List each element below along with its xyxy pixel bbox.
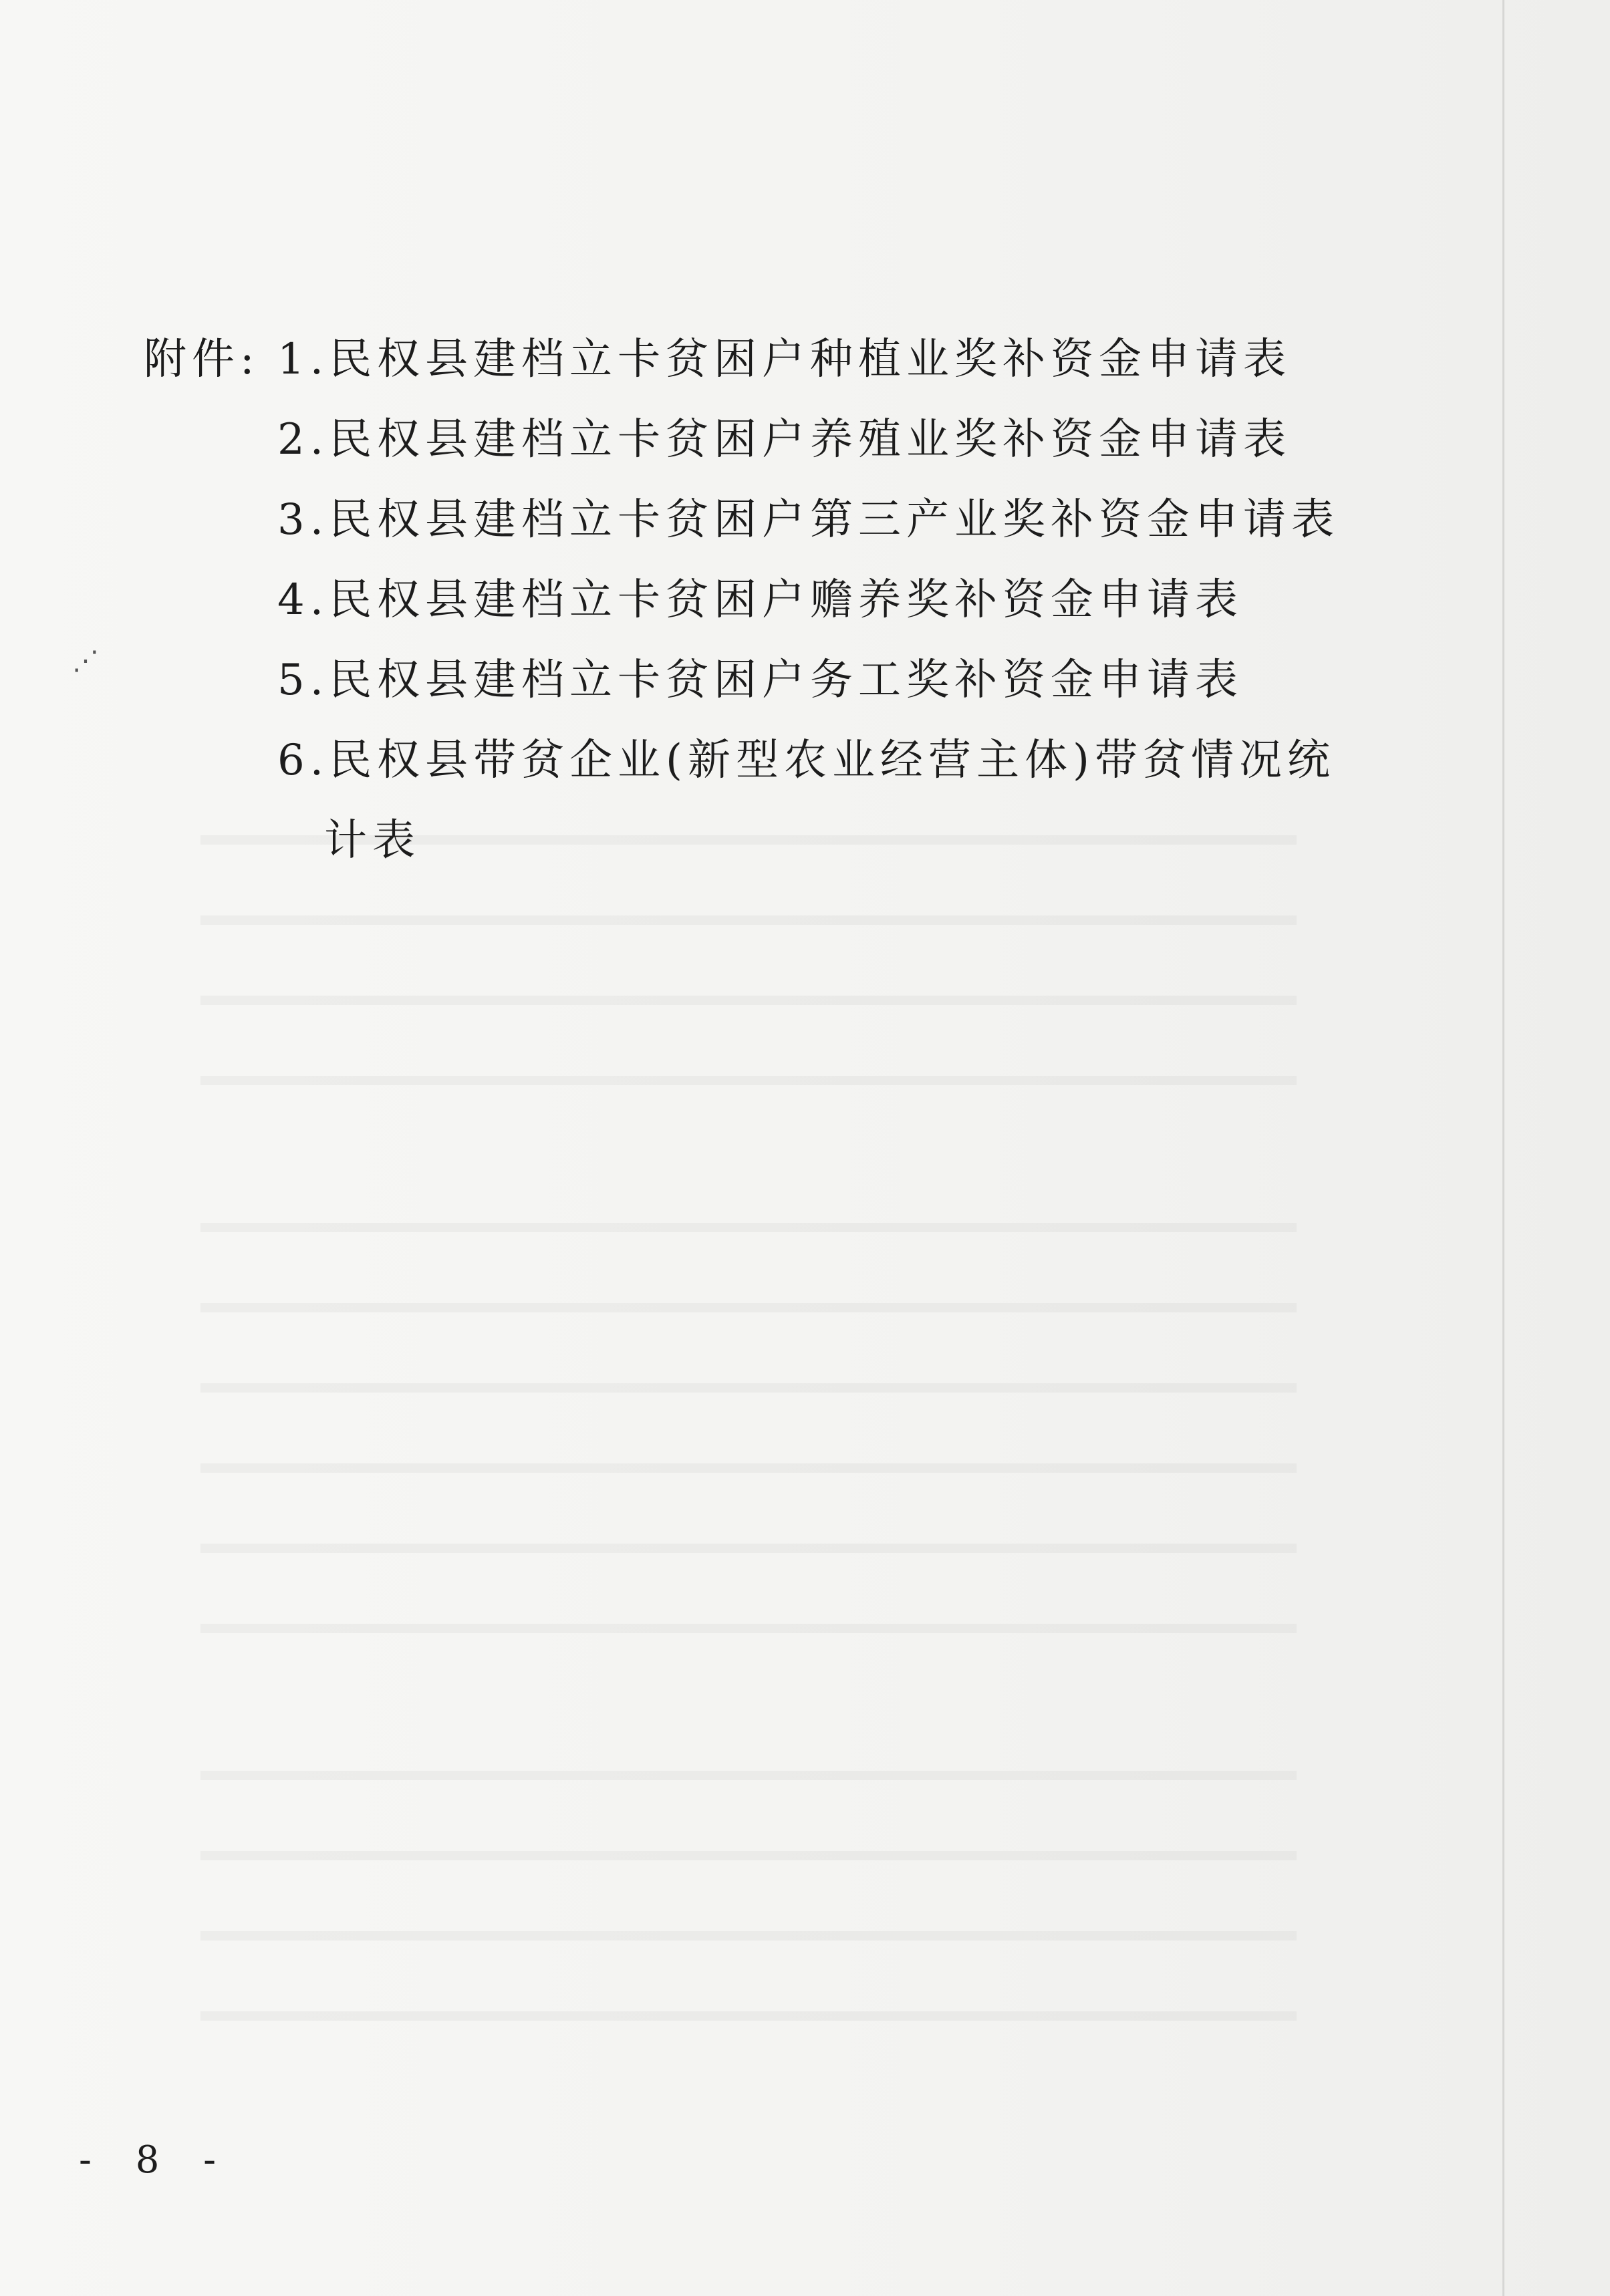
attachment-row [144,400,1347,480]
bleed-through-line [200,1851,1297,1860]
bleed-through-line [200,1463,1297,1473]
attachment-row [144,801,1347,881]
attachment-row [144,319,1347,400]
attachment-item: 5.民权县建档立卡贫困户务工奖补资金申请表 [277,656,1244,705]
bleed-through-line [200,2011,1297,2021]
bleed-through-line [200,1624,1297,1633]
attachment-item: 1.民权县建档立卡贫困户种植业奖补资金申请表 [277,335,1292,384]
attachment-row [144,480,1347,560]
page-edge-line [1502,0,1504,2296]
attachments-list [144,319,1347,881]
attachment-row [144,720,1347,801]
bleed-through-line [200,1223,1297,1232]
bleed-through-line [200,996,1297,1005]
attachment-row [144,560,1347,640]
bleed-through-line [200,1931,1297,1941]
attachment-item: 3.民权县建档立卡贫困户第三产业奖补资金申请表 [277,495,1340,545]
attachment-item: 6.民权县带贫企业(新型农业经营主体)带贫情况统 [277,736,1335,785]
bleed-through-line [200,1771,1297,1780]
bleed-through-line [200,1544,1297,1553]
attachment-item: 2.民权县建档立卡贫困户养殖业奖补资金申请表 [277,415,1292,464]
bleed-through-line [200,1076,1297,1085]
attachment-item: 4.民权县建档立卡贫困户赡养奖补资金申请表 [277,575,1244,625]
bleed-through-line [200,915,1297,925]
margin-mark: ⋰ [72,645,99,676]
bleed-through-line [200,1303,1297,1312]
bleed-through-line [200,1383,1297,1393]
page-number: - 8 - [79,2138,233,2182]
attachment-item-continuation: 计表 [324,816,420,865]
attachments-label: 附件: [144,335,260,384]
attachment-row [144,640,1347,720]
